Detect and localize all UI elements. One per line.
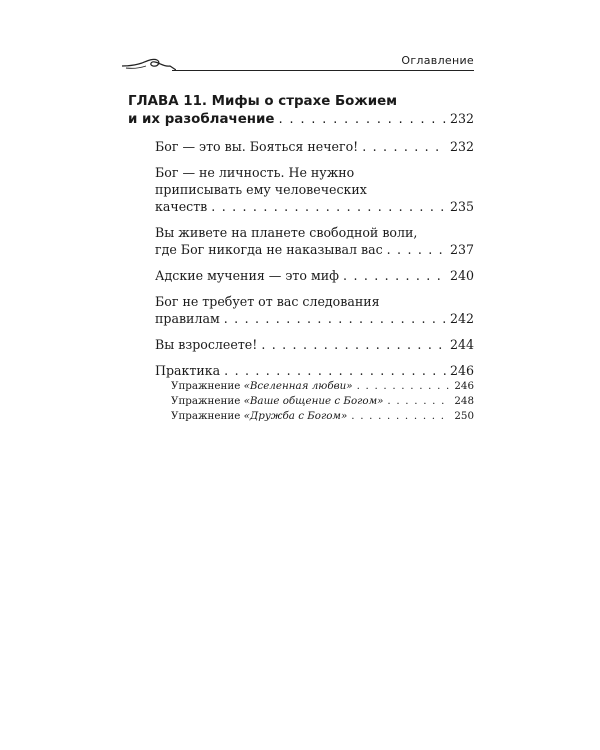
page-number: 244 xyxy=(449,337,474,352)
toc-subentry xyxy=(171,379,474,394)
dot-leader xyxy=(343,267,446,284)
chapter-title-text: и их разоблачение xyxy=(128,112,275,127)
page-number: 237 xyxy=(449,242,474,257)
page-number: 250 xyxy=(454,410,474,422)
page-number: 242 xyxy=(449,311,474,326)
toc-subentry xyxy=(171,394,474,409)
chapter-title-line-1: ГЛАВА 11. Мифы о страхе Божием xyxy=(128,94,398,109)
exercise-prefix: Упражнение xyxy=(171,410,244,422)
chapter-heading xyxy=(128,93,474,128)
entry-title: качеств xyxy=(155,199,208,214)
chapter-title-line-2 xyxy=(128,110,474,128)
exercise-title: «Дружба с Богом» xyxy=(243,410,348,422)
page-number: 246 xyxy=(454,380,474,392)
dot-leader xyxy=(224,362,446,379)
exercise-prefix: Упражнение xyxy=(171,380,244,392)
exercise-title: «Вселенная любви» xyxy=(243,380,353,392)
dot-leader xyxy=(351,409,450,424)
toc-subentry xyxy=(171,409,474,424)
dot-leader xyxy=(362,138,446,155)
toc-entry xyxy=(155,267,474,284)
table-of-contents xyxy=(128,93,474,424)
entry-title: Адские мучения — это миф xyxy=(155,268,340,283)
entry-title: Вы живете на планете свободной воли, xyxy=(155,225,418,240)
toc-entry xyxy=(155,224,474,258)
entry-title: Практика xyxy=(155,363,221,378)
header-rule xyxy=(172,70,474,71)
page-number: 246 xyxy=(449,363,474,378)
dot-leader xyxy=(387,394,450,409)
exercise-title: «Ваше общение с Богом» xyxy=(243,395,384,407)
header-title: Оглавление xyxy=(401,54,474,67)
entry-title: где Бог никогда не наказывал вас xyxy=(155,242,383,257)
page-number: 235 xyxy=(449,199,474,214)
entry-title: правилам xyxy=(155,311,220,326)
page-number: 232 xyxy=(449,111,474,126)
toc-entry xyxy=(155,164,474,215)
page-number: 232 xyxy=(449,139,474,154)
toc-entry xyxy=(155,336,474,353)
toc-entry xyxy=(155,293,474,327)
dot-leader xyxy=(261,336,446,353)
toc-entry xyxy=(155,362,474,379)
page-number: 248 xyxy=(454,395,474,407)
dot-leader xyxy=(211,198,446,215)
entry-title: Бог не требует от вас следования xyxy=(155,294,380,309)
dot-leader xyxy=(387,241,446,258)
flourish-ornament-icon xyxy=(120,53,176,73)
entry-title: Бог — это вы. Бояться нечего! xyxy=(155,139,359,154)
toc-entry xyxy=(155,138,474,155)
running-header xyxy=(128,50,474,74)
dot-leader xyxy=(279,111,446,128)
entry-title: приписывать ему человеческих xyxy=(155,182,367,197)
entry-title: Бог — не личность. Не нужно xyxy=(155,165,355,180)
dot-leader xyxy=(357,379,451,394)
dot-leader xyxy=(224,310,446,327)
entry-title: Вы взрослеете! xyxy=(155,337,258,352)
page-number: 240 xyxy=(449,268,474,283)
exercise-prefix: Упражнение xyxy=(171,395,244,407)
